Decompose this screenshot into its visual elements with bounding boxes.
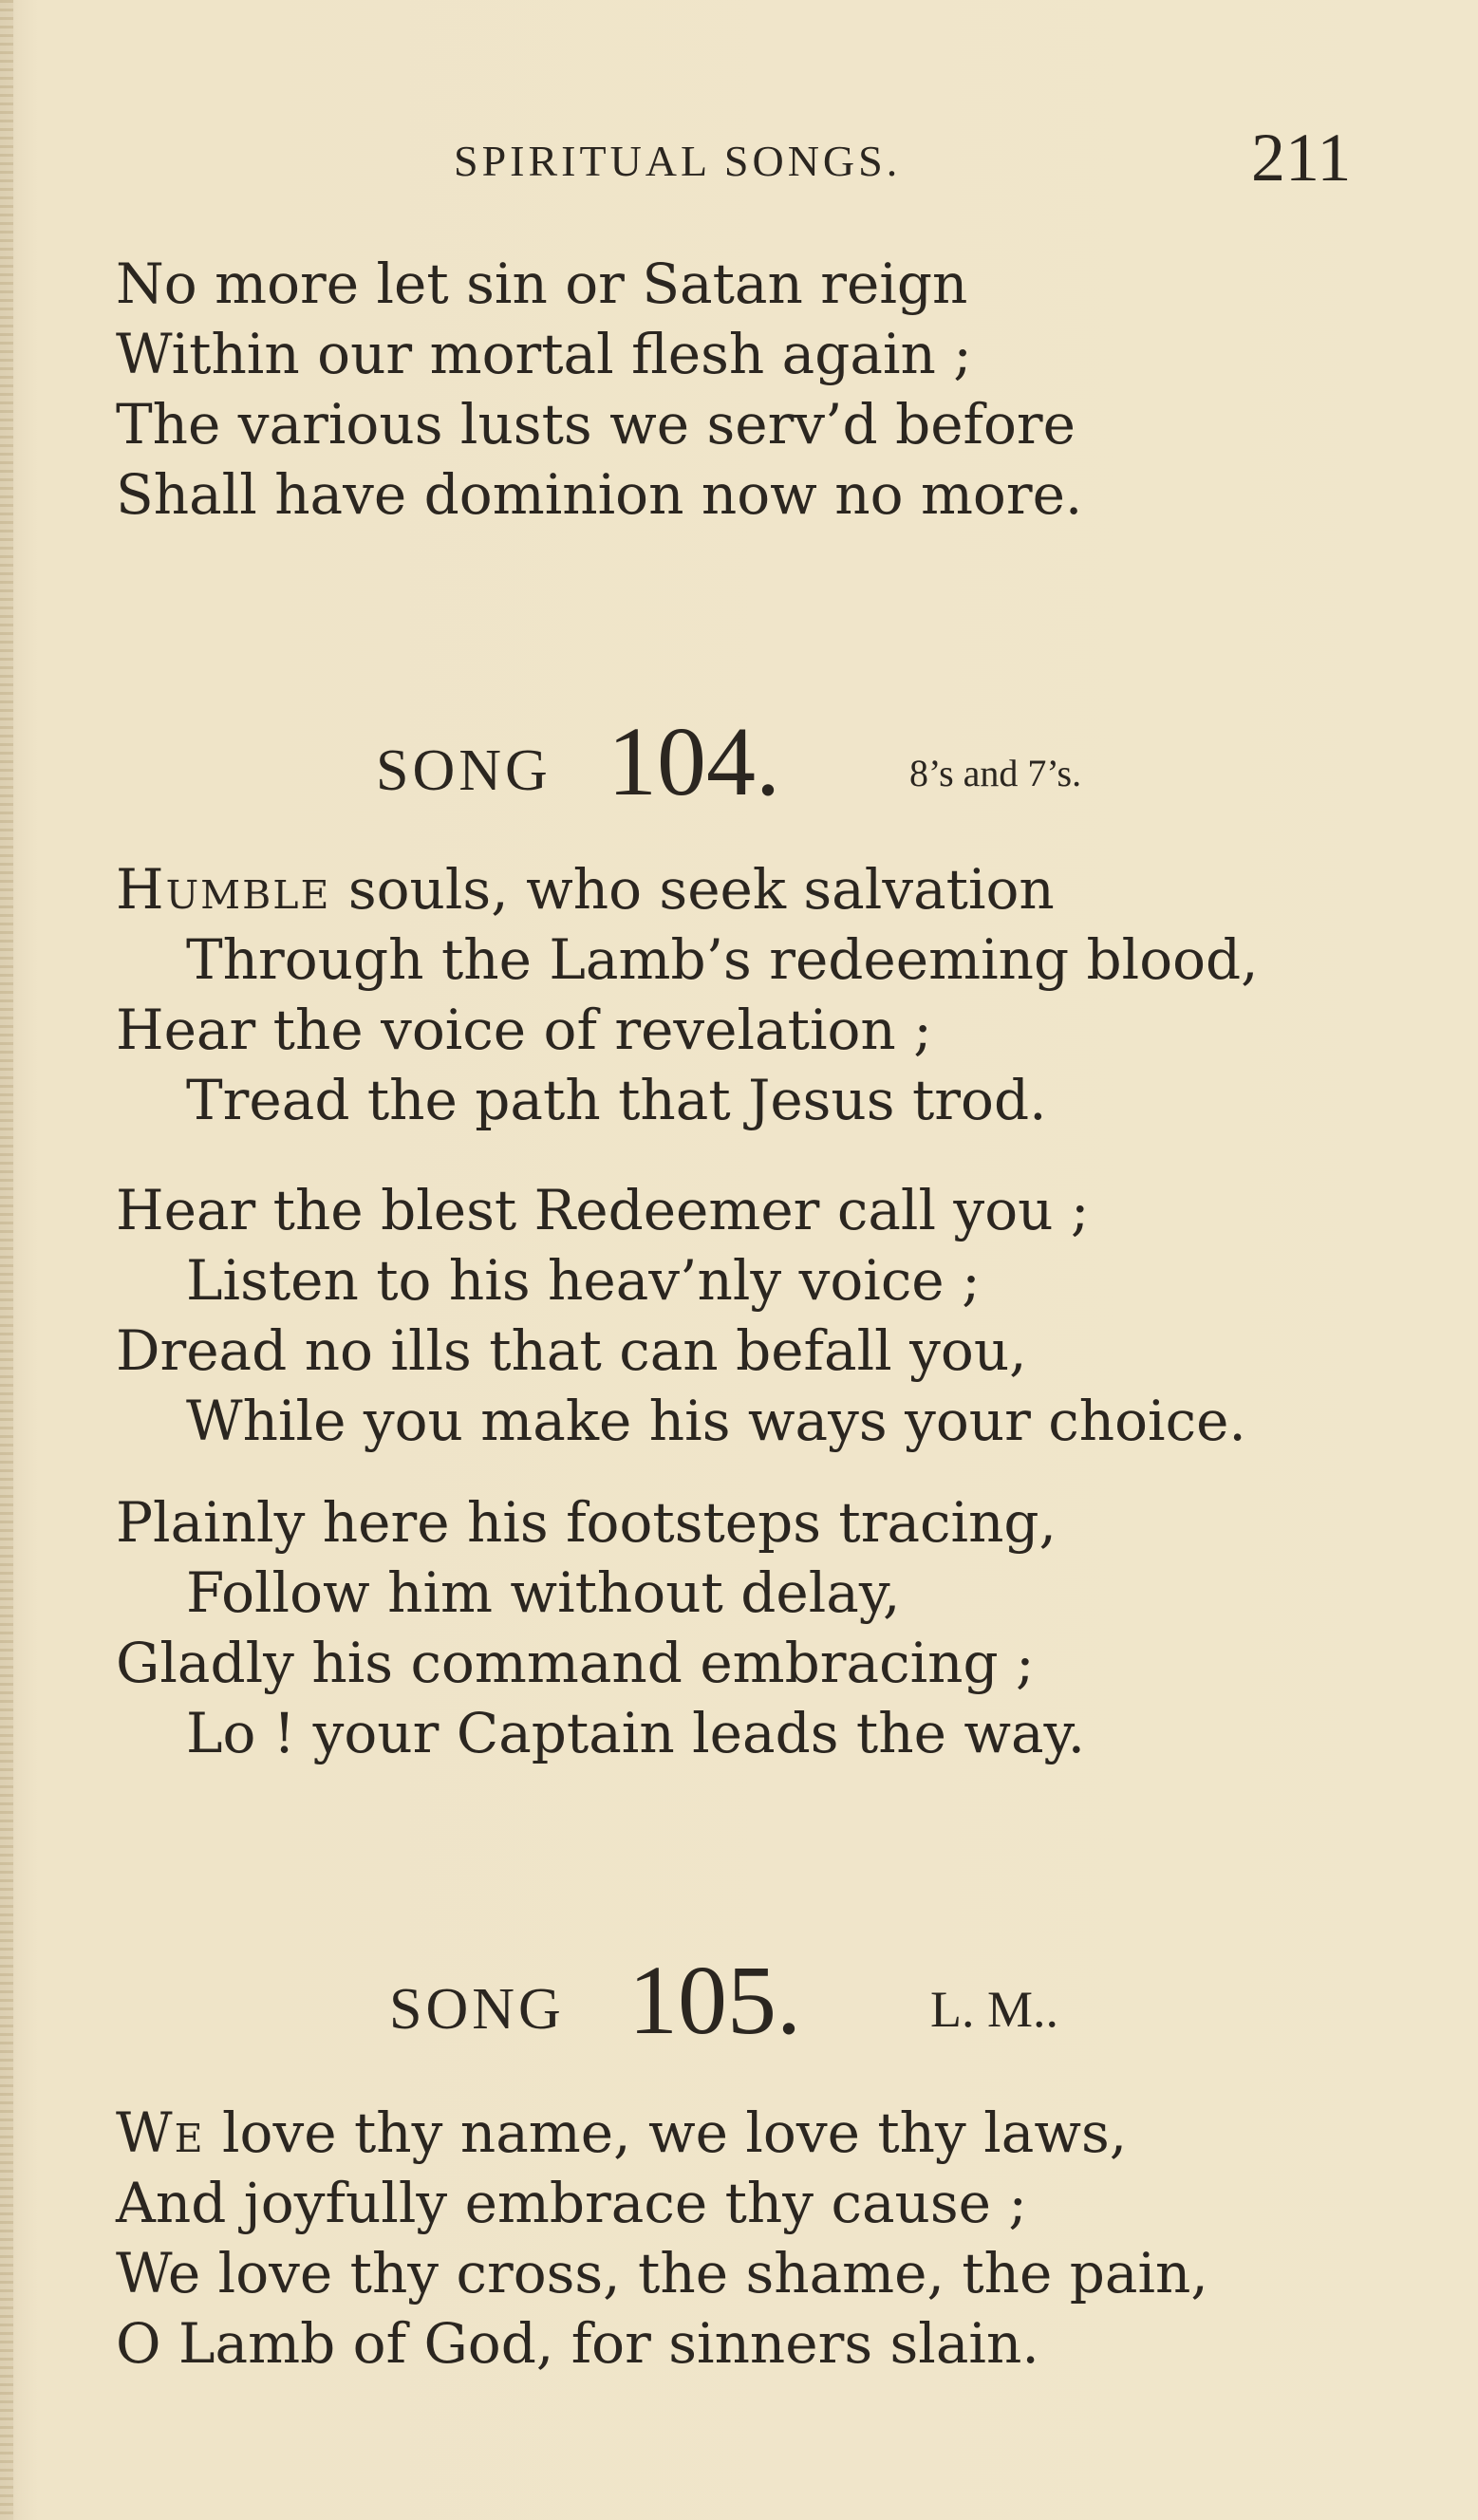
verse-line: Hear the voice of revelation ; [116,998,932,1062]
page-gutter [0,0,13,2520]
song-104-stanza-3 [116,1487,1085,1768]
song-104-stanza-2 [116,1175,1246,1456]
song-105-stanza-1 [116,2098,1208,2379]
verse-line: Through the Lamb’s redeeming blood, [186,927,1259,992]
verse-line: While you make his ways your choice. [186,1389,1246,1453]
verse-line: Within our mortal flesh again ; [116,322,972,386]
song-number: 105. [628,1946,801,2055]
verse-line: No more let sin or Satan reign [116,252,968,316]
verse-line: Hear the blest Redeemer call you ; [116,1178,1090,1242]
verse-line: O Lamb of God, for sinners slain. [116,2311,1039,2376]
running-title: SPIRITUAL SONGS. [454,137,902,185]
verse-line [116,2098,1208,2168]
verse-line: Plainly here his footsteps tracing, [116,1490,1057,1555]
verse-line: Listen to his heav’nly voice ; [186,1248,981,1313]
song-104-heading [0,698,1478,816]
song-label: SONG [376,738,552,803]
verse-line: Tread the path that Jesus trod. [186,1068,1047,1132]
stanza-continued [116,249,1082,530]
first-word-small-caps: Humble [116,857,331,922]
first-word-small-caps: We [116,2100,205,2165]
verse-line: Gladly his command embracing ; [116,1631,1035,1695]
song-105-heading [0,1936,1478,2055]
verse-line: Dread no ills that can befall you, [116,1318,1027,1383]
page-number: 211 [1251,120,1352,196]
verse-line: Follow him without delay, [186,1560,901,1625]
verse-line: Lo ! your Captain leads the way. [186,1701,1086,1765]
verse-line: We love thy cross, the shame, the pain, [116,2241,1208,2305]
verse-line-rest: love thy name, we love thy laws, [204,2100,1128,2165]
song-number: 104. [608,707,780,816]
verse-line: Shall have dominion now no more. [116,462,1083,527]
verse-line-rest: souls, who seek salvation [330,857,1055,922]
song-meter: 8’s and 7’s. [909,752,1082,794]
running-header [0,119,1478,204]
song-meter: L. M.. [930,1981,1058,2038]
song-104-stanza-1 [116,854,1259,1135]
verse-line [116,854,1259,924]
verse-line: The various lusts we serv’d before [116,392,1076,457]
song-label: SONG [389,1977,565,2042]
verse-line: And joyfully embrace thy cause ; [116,2171,1027,2235]
